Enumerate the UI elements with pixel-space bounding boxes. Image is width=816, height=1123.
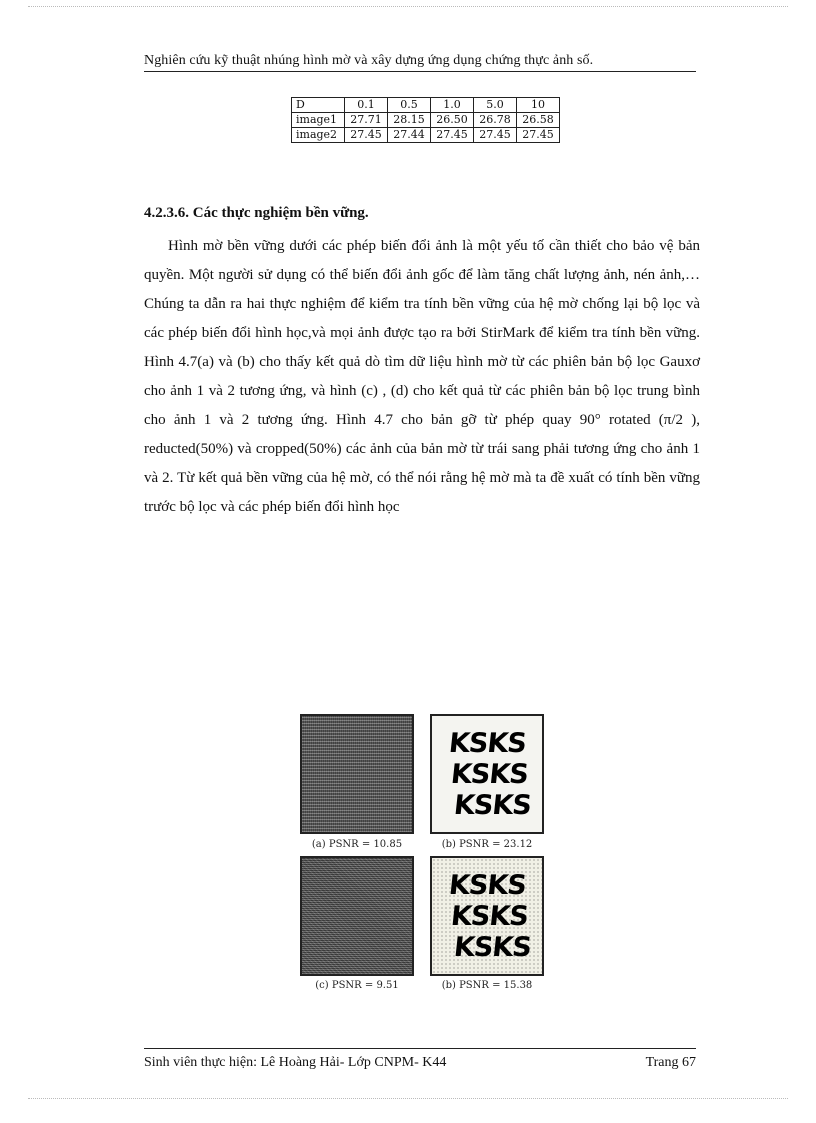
figure-caption-a: (a) PSNR = 10.85 [311,839,403,850]
figure-caption-c: (c) PSNR = 9.51 [315,980,399,991]
table-header-cell: 10 [517,98,560,113]
table-cell: 27.45 [474,128,517,143]
table-cell: 27.71 [345,113,388,128]
noisy-watermark-image-a [300,714,414,834]
page-footer [144,1048,696,1071]
table-cell: 26.58 [517,113,560,128]
watermark-text-line: KSKS [446,727,528,759]
watermark-text-line: KSKS [451,789,533,821]
table-header-cell: 0.5 [388,98,431,113]
table-cell: 26.50 [431,113,474,128]
page-top-border [28,6,788,7]
footer-author: Sinh viên thực hiện: Lê Hoàng Hải- Lớp CNPM- K44 [144,1055,447,1070]
extracted-watermark-image-b [430,714,544,834]
section-heading: 4.2.3.6. Các thực nghiệm bền vững. [144,205,369,221]
table-header-row [292,98,560,113]
table-header-cell: 1.0 [431,98,474,113]
watermark-text-line: KSKS [451,931,533,963]
figure-4-7 [300,714,546,994]
table-cell: image2 [292,128,345,143]
results-table [291,97,560,143]
table-cell: 27.45 [517,128,560,143]
watermark-text-line: KSKS [448,900,530,932]
extracted-watermark-image-d [430,856,544,976]
table-cell: 27.44 [388,128,431,143]
table-cell: 27.45 [431,128,474,143]
table-row [292,128,560,143]
table-row [292,113,560,128]
figure-caption-d: (b) PSNR = 15.38 [441,980,533,991]
watermark-text-line: KSKS [448,758,530,790]
running-header: Nghiên cứu kỹ thuật nhúng hình mờ và xây dựng ứng dụng chứng thực ảnh số. [144,52,696,72]
table-cell: image1 [292,113,345,128]
figure-caption-b: (b) PSNR = 23.12 [441,839,533,850]
body-paragraph: Hình mờ bền vững dưới các phép biến đổi ảnh là một yếu tố cần thiết cho bảo vệ bản quyền. Một người sử dụng có thể biến đổi ảnh gốc để làm tăng chất lượng ảnh, nén ảnh,…Chúng ta dẫn ra hai thực nghiệm để kiểm tra tính bền vững của hệ mờ chống lại bộ lọc và các phép biến đổi hình học,và mọi ảnh được tạo ra bởi StirMark để kiểm tra tính bền vững. Hình 4.7(a) và (b) cho thấy kết quả dò tìm dữ liệu hình mờ từ các phiên bản bộ lọc Gauxơ cho ảnh 1 và 2 tương ứng, và hình (c) , (d) cho kết quả từ các phiên bản bộ lọc trung bình cho ảnh 1 và 2 tương ứng. Hình 4.7 cho bản gỡ từ phép quay 90° rotated (π/2 ), reducted(50%) và cropped(50%) các ảnh của bản mờ từ trái sang phải tương ứng cho ảnh 1 và 2. Từ kết quả bền vững của hệ mờ, có thể nói rằng hệ mờ mà ta đề xuất có tính bền vững trước bộ lọc và các phép biến đổi hình học [144,238,700,515]
table-header-cell: 5.0 [474,98,517,113]
table-cell: 26.78 [474,113,517,128]
footer-page-number: Trang 67 [645,1055,696,1070]
table-cell: 28.15 [388,113,431,128]
table-header-cell: D [292,98,345,113]
noisy-watermark-image-c [300,856,414,976]
table-cell: 27.45 [345,128,388,143]
page-bottom-border [28,1098,788,1099]
table-header-cell: 0.1 [345,98,388,113]
watermark-text-line: KSKS [446,869,528,901]
